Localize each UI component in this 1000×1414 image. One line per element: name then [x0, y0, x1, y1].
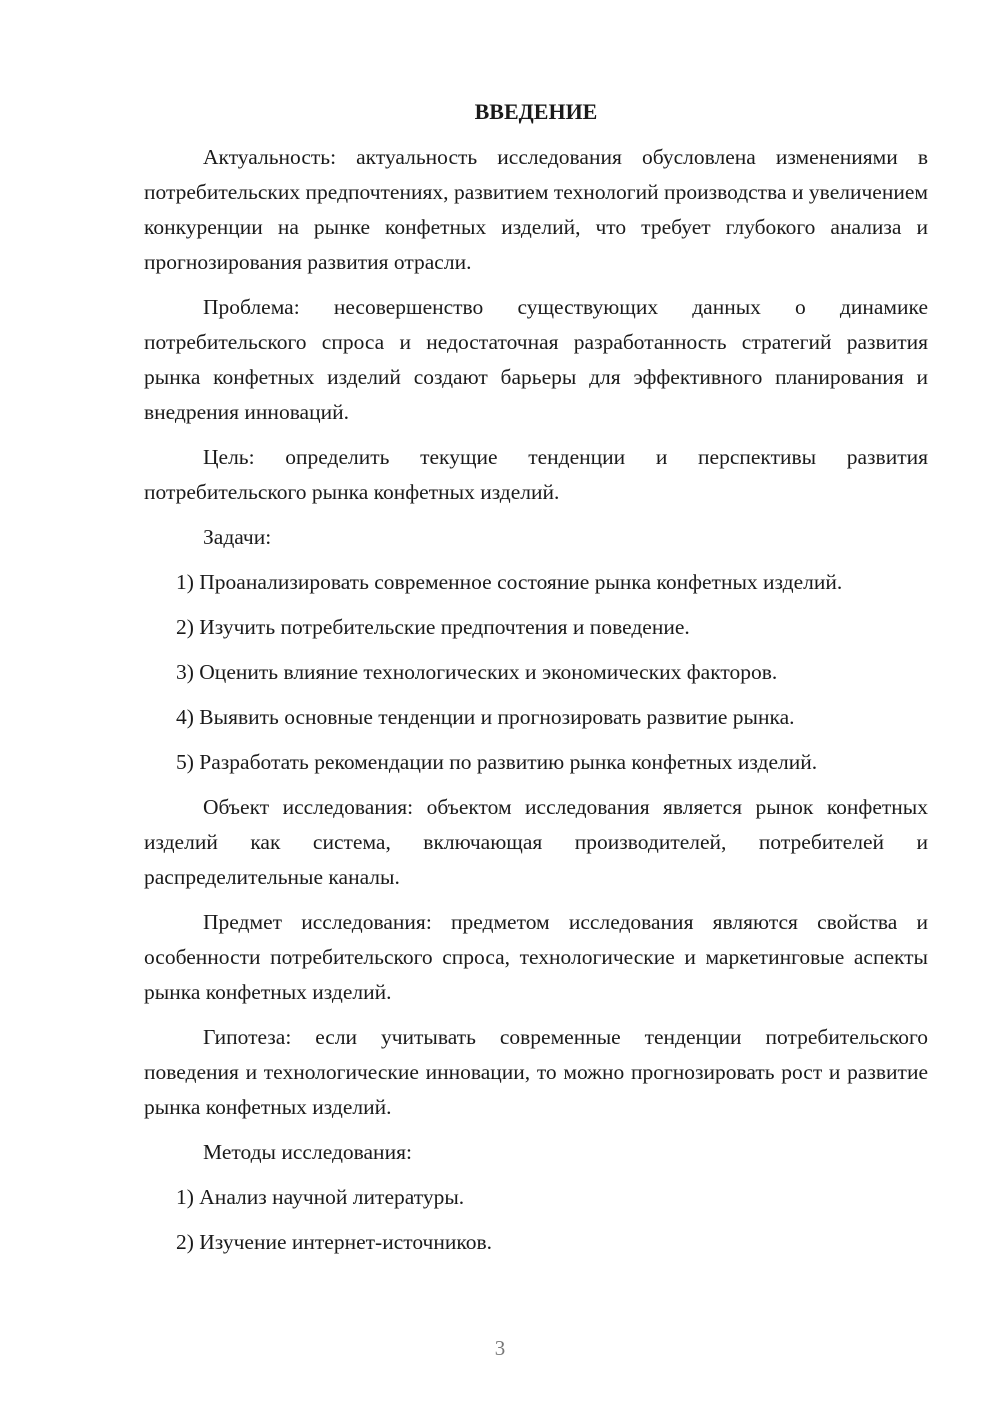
goal-paragraph: Цель: определить текущие тенденции и перспективы развития потребительского рынка конфетных изделий.	[144, 445, 928, 504]
subject-paragraph: Предмет исследования: предметом исследования являются свойства и особенности потребительского спроса, технологические и маркетинговые аспекты рынка конфетных изделий.	[144, 910, 928, 1004]
problem-paragraph: Проблема: несовершенство существующих данных о динамике потребительского спроса и недостаточная разработанность стратегий развития рынка конфетных изделий создают барьеры для эффективного планирования и внедрения инноваций.	[144, 295, 928, 424]
method-item-1: 1) Анализ научной литературы.	[176, 1185, 465, 1209]
task-item-4: 4) Выявить основные тенденции и прогнозировать развитие рынка.	[176, 705, 795, 729]
relevance-paragraph: Актуальность: актуальность исследования обусловлена изменениями в потребительских предпочтениях, развитием технологий производства и увеличением конкуренции на рынке конфетных изделий, что требует глубокого анализа и прогнозирования развития отрасли.	[144, 145, 928, 274]
methods-heading: Методы исследования:	[203, 1140, 412, 1164]
document-page	[144, 94, 928, 1270]
task-item-5: 5) Разработать рекомендации по развитию рынка конфетных изделий.	[176, 750, 818, 774]
task-item-2: 2) Изучить потребительские предпочтения и поведение.	[176, 615, 690, 639]
object-paragraph: Объект исследования: объектом исследования является рынок конфетных изделий как система, включающая производителей, потребителей и распределительные каналы.	[144, 795, 928, 889]
page-title: ВВЕДЕНИЕ	[474, 99, 598, 124]
page-number: 3	[494, 1336, 506, 1360]
tasks-heading: Задачи:	[203, 525, 272, 549]
task-item-3: 3) Оценить влияние технологических и экономических факторов.	[176, 660, 778, 684]
hypothesis-paragraph: Гипотеза: если учитывать современные тенденции потребительского поведения и технологические инновации, то можно прогнозировать рост и развитие рынка конфетных изделий.	[144, 1025, 928, 1119]
method-item-2: 2) Изучение интернет-источников.	[176, 1230, 493, 1254]
task-item-1: 1) Проанализировать современное состояние рынка конфетных изделий.	[176, 570, 843, 594]
